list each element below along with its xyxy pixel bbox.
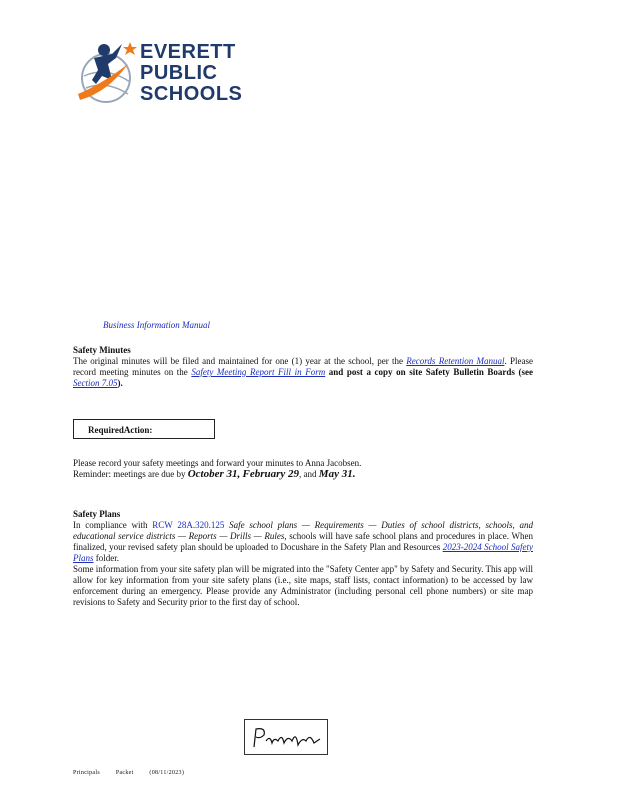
safety-minutes-text-4: ). <box>117 378 123 388</box>
records-retention-link[interactable]: Records Retention Manual <box>406 356 505 366</box>
reminder-line-2 <box>73 469 533 480</box>
safety-minutes-text-1: The original minutes will be filed and maintained for one (1) year at the school, per the <box>73 356 403 366</box>
district-logo <box>72 36 252 112</box>
reminder-prefix: Reminder: meetings are due by <box>73 469 186 479</box>
safety-plans-heading: Safety Plans <box>73 509 121 519</box>
safety-plans-folder-link[interactable]: 2023-2024 School Safety Plans <box>73 542 534 563</box>
reminder-section <box>73 458 533 480</box>
safety-minutes-section <box>73 345 533 389</box>
logo-wordmark <box>140 42 242 105</box>
date-february: February 29 <box>242 468 300 480</box>
reminder-connector: , and <box>299 469 317 479</box>
safety-plans-body: , schools will have safe school plans and procedures in place. When finalized, your revised safety plan should be uploaded to Docushare in the Safety Plan and Resources <box>73 531 534 552</box>
logo-line-2: PUBLIC <box>140 62 218 84</box>
reminder-line-1: Please record your safety meetings and forward your minutes to Anna Jacobsen. <box>73 458 362 468</box>
safety-plans-paragraph-2: Some information from your site safety plan will be migrated into the "Safety Center app" by Safety and Security. This app will allow for key information from your site safety plans (i.e., site maps, staff lists, contact information) to be accessed by law enforcement during an emergency. Please provide any Administrator (including personal cell phone numbers) or site map revisions to Safety and Security prior to the first day of school. <box>73 564 533 607</box>
footer-principals: Principals <box>73 770 100 776</box>
safety-plans-paragraph-1 <box>73 520 533 564</box>
safety-minutes-heading: Safety Minutes <box>73 345 131 355</box>
rcw-title: Safe school plans — Requirements — Duties of school districts, schools, and educational service districts — Reports — Drills — Rules <box>73 520 534 541</box>
safety-plans-folder-suffix: folder. <box>95 553 120 563</box>
safety-plans-prefix: In compliance with <box>73 520 148 530</box>
safety-plans-section <box>73 509 533 608</box>
business-manual-link[interactable]: Business Information Manual <box>103 320 210 330</box>
safety-minutes-body <box>73 356 533 389</box>
rcw-link[interactable]: RCW 28A.320.125 <box>152 520 225 530</box>
footer-packet: Packet <box>115 770 134 776</box>
required-action-box: RequiredAction: <box>73 419 215 439</box>
safety-minutes-text-3: and post a copy on site Safety Bulletin Boards (see <box>328 367 533 377</box>
date-october: October 31, <box>187 468 241 480</box>
date-may: May 31. <box>318 468 356 480</box>
safety-meeting-form-link[interactable]: Safety Meeting Report Fill in Form <box>191 367 326 377</box>
section-705-link[interactable]: Section 7.05 <box>73 378 118 388</box>
logo-line-3: SCHOOLS <box>140 83 243 105</box>
footer-date: (08/11/2023) <box>149 770 185 776</box>
signature-image <box>244 719 328 755</box>
logo-line-1: EVERETT <box>140 41 236 63</box>
safety-minutes-text-2: . Please record meeting minutes on the <box>73 356 533 377</box>
logo-figure-icon <box>72 36 138 112</box>
page-footer <box>73 770 198 776</box>
